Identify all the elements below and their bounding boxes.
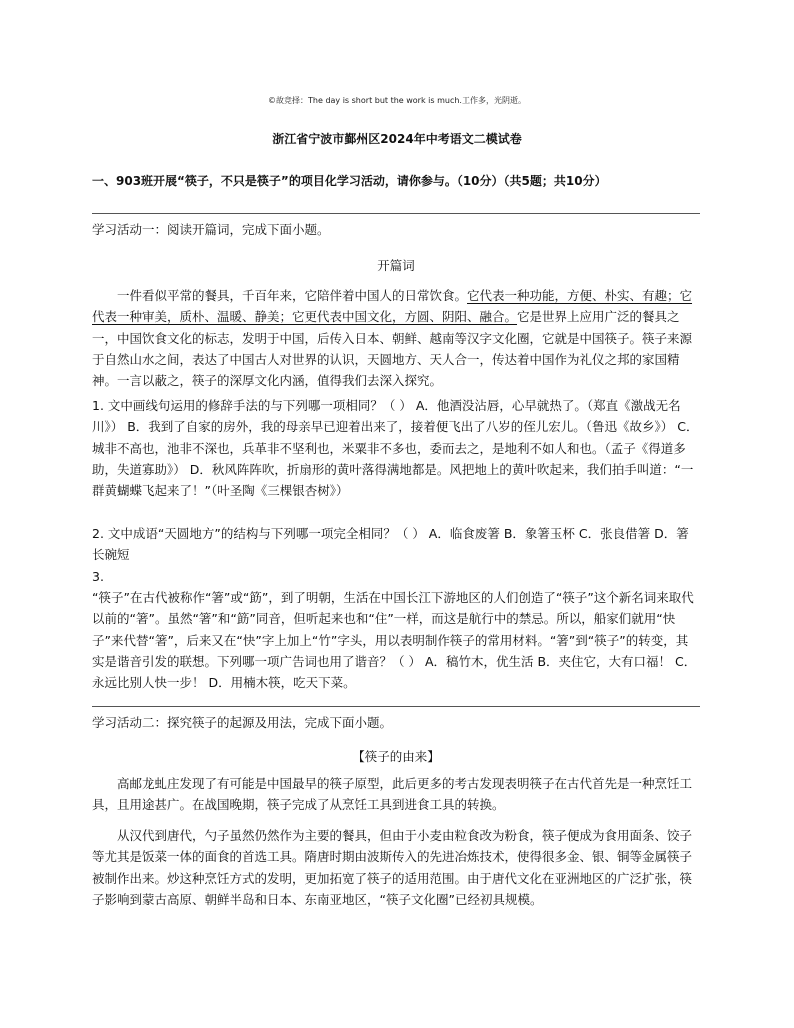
origin-text-2: 从汉代到唐代，勺子虽然仍然作为主要的餐具，但由于小麦由粒食改为粉食，筷子便成为食用面条、饺子等尤其是饭菜一体的面食的首选工具。隋唐时期由波斯传入的先进冶炼技术，使得很多金、银、铜等金属筷子被制作出来。炒这种烹饪方式的发明，更加拓宽了筷子的适用范围。由于唐代文化在亚洲地区的广泛扩张，筷子影响到蒙古高原、朝鲜半岛和日本、东南亚地区，“筷子文化圈”已经初具规模。	[92, 828, 693, 907]
exam-title: 浙江省宁波市鄞州区2024年中考语文二模试卷	[272, 132, 522, 146]
origin-text-1: 高邮龙虬庄发现了有可能是中国最早的筷子原型，此后更多的考古发现表明筷子在古代首先是一种烹饪工具，且用途甚广。在战国晚期，筷子完成了从烹饪工具到进食工具的转换。	[92, 776, 693, 813]
divider-2	[92, 706, 700, 707]
question-3-number: 3.	[92, 569, 104, 584]
opening-text-a: 一件看似平常的餐具，千百年来，它陪伴着中国人的日常饮食。	[117, 288, 468, 303]
opening-text-c: 它是世界上应用广泛的餐具之一，中国饮食文化的标志，发明于中国，后传入日本、朝鲜、越南等汉字文化圈，它就是中国筷子。筷子来源于自然山水之间，表达了中国古人对世界的认识，天圆地方、天人合一，传达着中国作为礼仪之邦的家国精神。一言以蔽之，筷子的深厚文化内涵，值得我们去深入探究。	[92, 309, 693, 389]
activity1-subtitle: 开篇词	[377, 258, 415, 273]
section-heading: 一、903班开展“筷子，不只是筷子”的项目化学习活动，请你参与。（10分）（共5题；共10分）	[92, 174, 607, 188]
underlined-sentence: 它代表一种功能，方便、朴实、有趣；它代表一种审美，质朴、温暖、静美；它更代表中国文化，方圆、阴阳、融合。	[92, 288, 693, 325]
opening-paragraph	[92, 285, 700, 391]
question-1: 1. 文中画线句运用的修辞手法的与下列哪一项相同？（ ） A．他酒没沾唇，心早就热了。（郑直《激战无名川》） B．我到了自家的房外，我的母亲早已迎着出来了，接着便飞出了八岁的侄儿宏儿。（鲁迅《故乡》） C．城非不高也，池非不深也，兵革非不坚利也，米粟非不多也，委而去之，是地利不如人和也。（孟子《得道多助，失道寡助》） D．秋风阵阵吹，折扇形的黄叶落得满地都是。风把地上的黄叶吹起来，我们拍手叫道：“一群黄蝴蝶飞起来了！”（叶圣陶《三棵银杏树》）	[92, 398, 699, 499]
header-motto: ©故竞择：The day is short but the work is much.工作多，光阴逝。	[268, 96, 526, 105]
activity2-heading: 学习活动二：探究筷子的起源及用法，完成下面小题。	[92, 715, 393, 730]
question-2: 2. 文中成语“天圆地方”的结构与下列哪一项完全相同？（ ） A．临食废箸 B．象箸玉杯 C．张良借箸 D．箸长碗短	[92, 526, 689, 563]
divider-1	[92, 213, 700, 214]
question-3: “筷子”在古代被称作“箸”或“筯”，到了明朝，生活在中国长江下游地区的人们创造了“筷子”这个新名词来取代以前的“箸”。虽然“箸”和“筯”同音，但听起来也和“住”一样，而这是航行中的禁忌。所以，船家们就用“快子”来代替“箸”，后来又在“快”字上加上“竹”字头，用以表明制作筷子的常用材料。“箸”到“筷子”的转变，其实是谐音引发的联想。下列哪一项广告词也用了谐音？（ ） A．稿竹木，优生活 B．夹住它，大有口福！ C．永远比别人快一步！ D．用楠木筷，吃天下菜。	[92, 590, 697, 691]
activity2-subtitle: 【筷子的由来】	[352, 749, 440, 764]
activity1-heading: 学习活动一：阅读开篇词，完成下面小题。	[92, 222, 330, 237]
origin-paragraph-2	[92, 825, 700, 910]
origin-paragraph-1	[92, 773, 700, 816]
